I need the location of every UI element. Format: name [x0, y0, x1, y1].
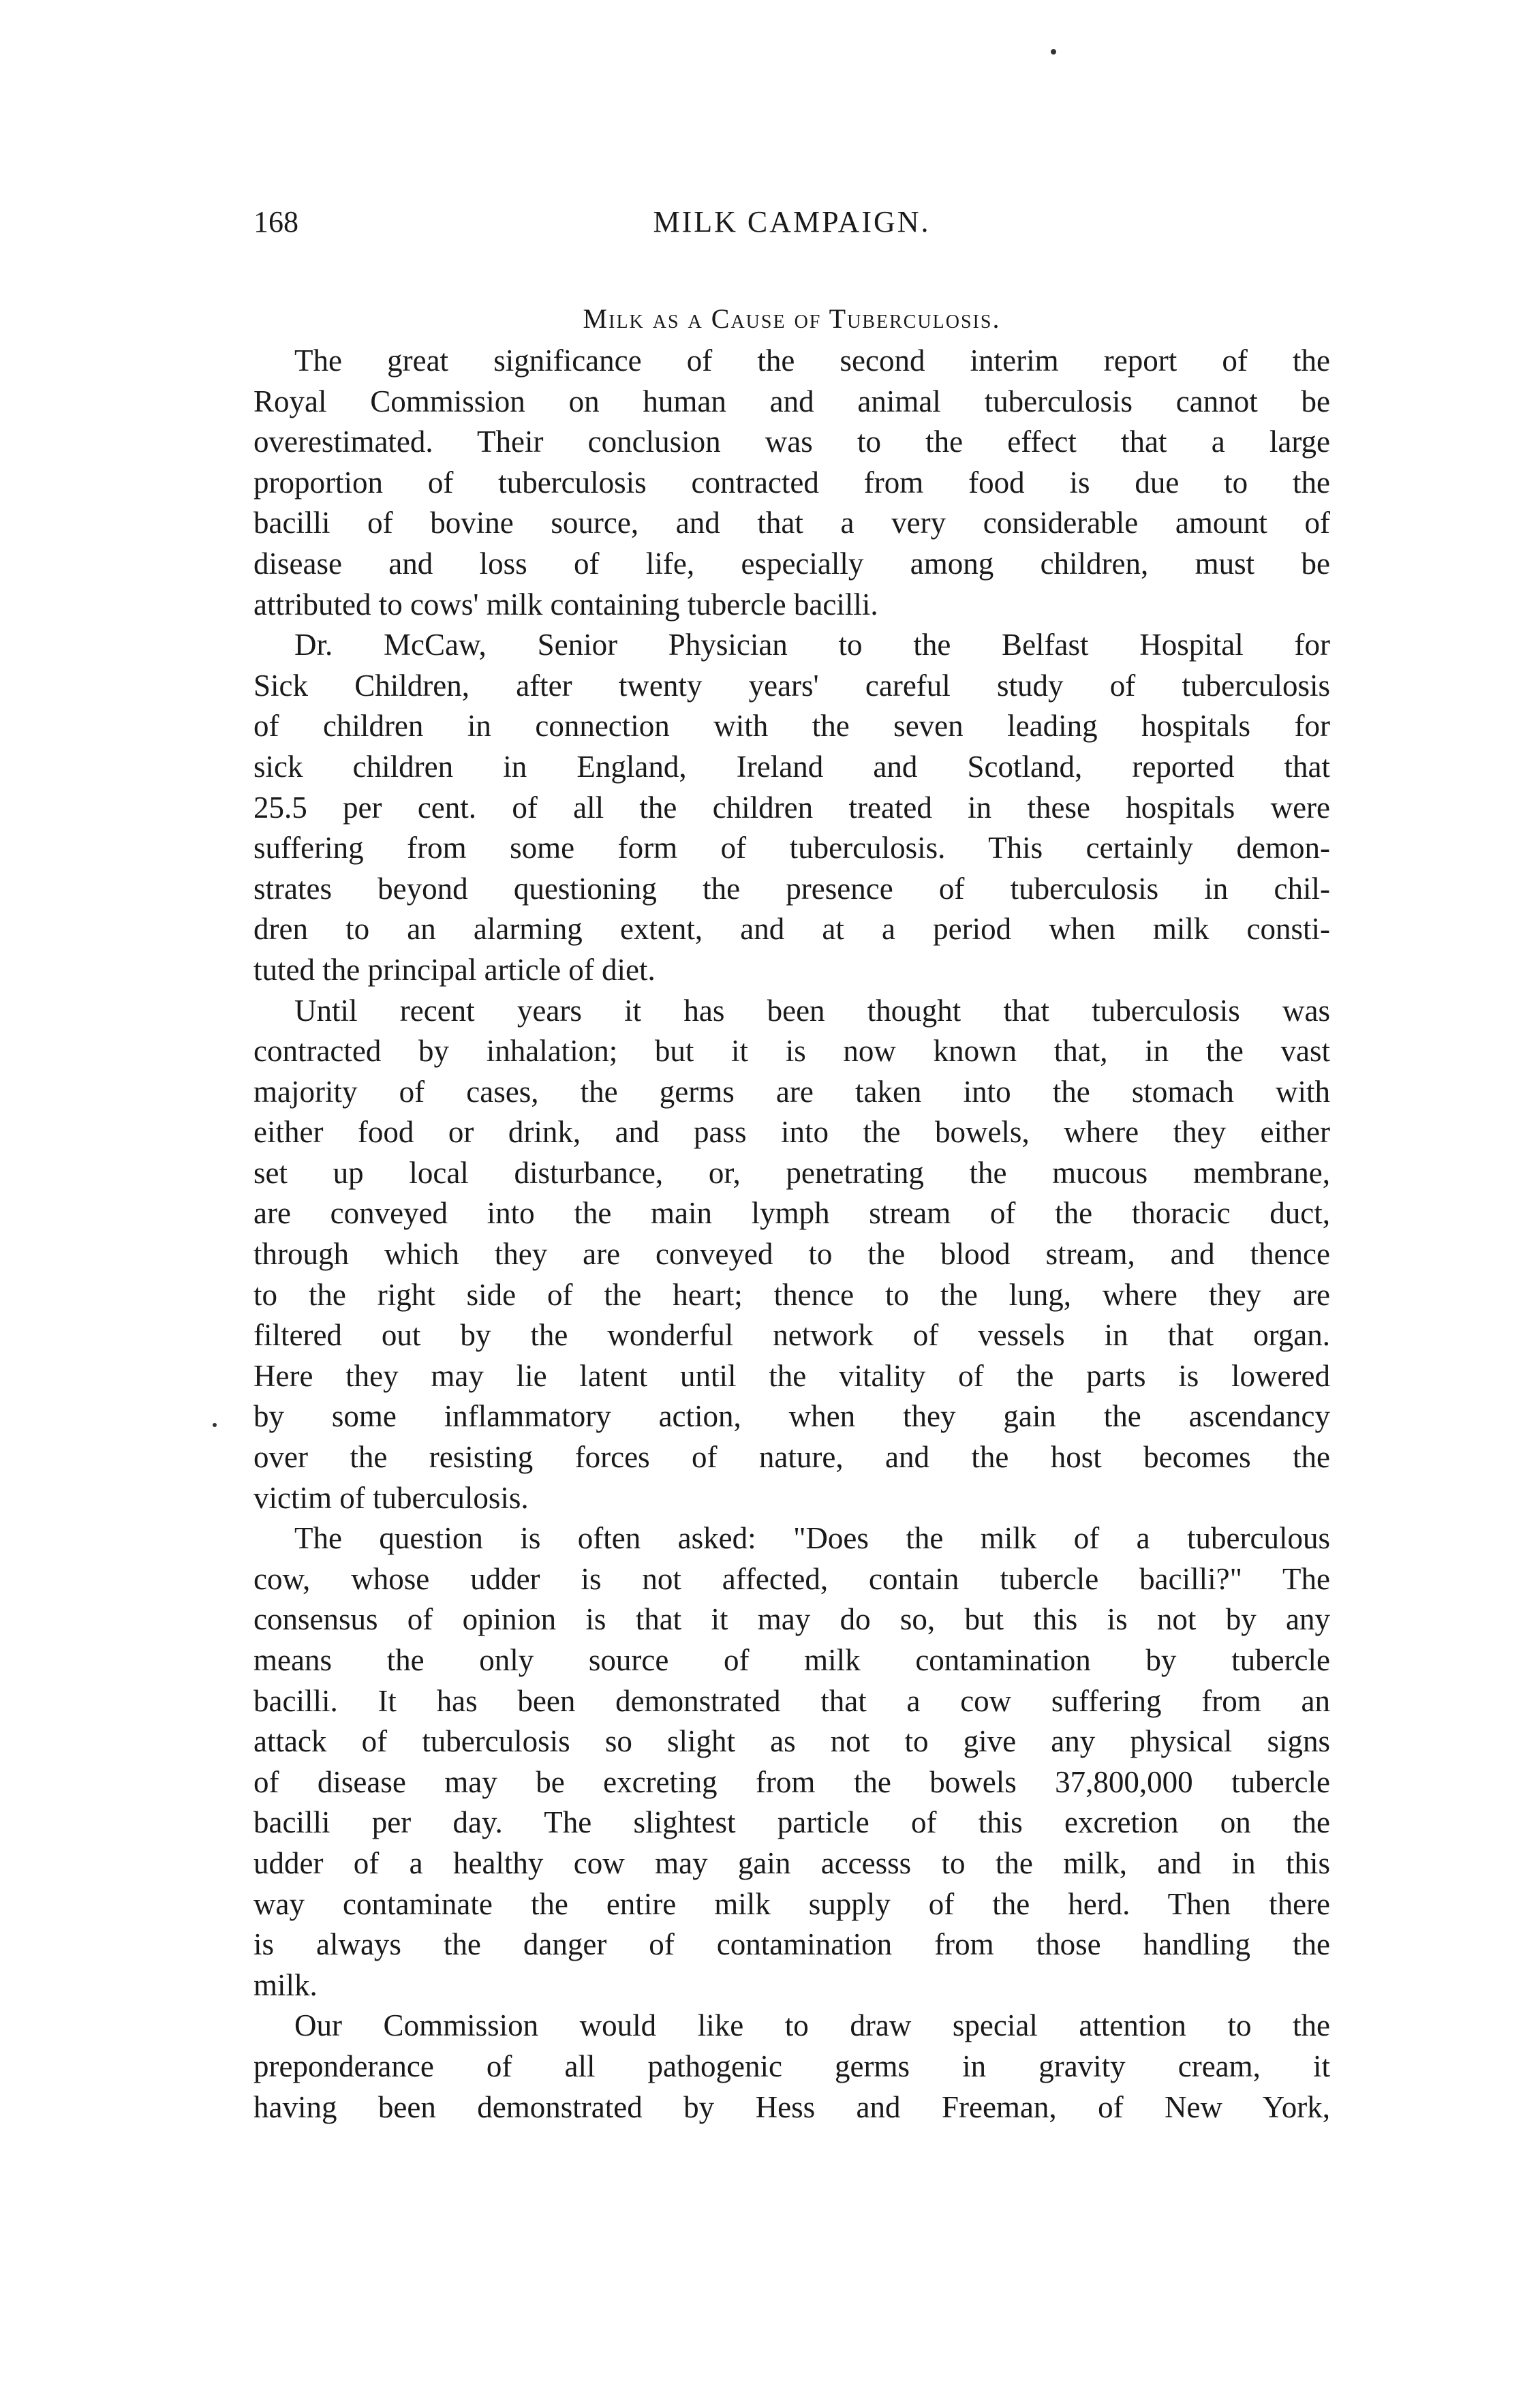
- text-line: through which they are conveyed to the blood stream, and thence: [253, 1237, 1330, 1272]
- paragraph: [253, 625, 1330, 990]
- text-line: tuted the principal article of diet.: [253, 952, 656, 987]
- text-line: cow, whose udder is not affected, contain tubercle bacilli?" The: [253, 1561, 1330, 1596]
- text-line: way contaminate the entire milk supply of the herd. Then there: [253, 1886, 1330, 1921]
- text-line: strates beyond questioning the presence of tuberculosis in chil-: [253, 871, 1330, 906]
- text-line: by some inflammatory action, when they gain the ascendancy: [253, 1399, 1330, 1434]
- text-line: of children in connection with the seven leading hospitals for: [253, 709, 1330, 743]
- text-line: bacilli of bovine source, and that a very considerable amount of: [253, 506, 1330, 540]
- text-line: Until recent years it has been thought that tuberculosis was: [294, 993, 1330, 1028]
- text-line: udder of a healthy cow may gain accesss to the milk, and in this: [253, 1845, 1330, 1880]
- text-line: The great significance of the second interim report of the: [294, 343, 1330, 378]
- running-head: [253, 202, 1330, 243]
- running-title: MILK CAMPAIGN.: [653, 205, 931, 239]
- text-line: attack of tuberculosis so slight as not to give any physical signs: [253, 1724, 1330, 1759]
- text-line: disease and loss of life, especially among children, must be: [253, 546, 1330, 581]
- text-line: milk.: [253, 1967, 318, 2002]
- text-line: to the right side of the heart; thence to the lung, where they are: [253, 1277, 1330, 1312]
- text-line: The question is often asked: "Does the milk of a tuberculous: [294, 1521, 1330, 1556]
- text-line: 25.5 per cent. of all the children treated in these hospitals were: [253, 790, 1330, 825]
- text-line: dren to an alarming extent, and at a period when milk consti-: [253, 912, 1330, 947]
- text-line: Here they may lie latent until the vitality of the parts is lowered: [253, 1358, 1330, 1393]
- text-line: having been demonstrated by Hess and Freeman, of New York,: [253, 2089, 1330, 2124]
- text-line: sick children in England, Ireland and Scotland, reported that: [253, 749, 1330, 784]
- section-heading: Milk as a Cause of Tuberculosis.: [583, 303, 1001, 334]
- text-line: Royal Commission on human and animal tuberculosis cannot be: [253, 384, 1330, 418]
- text-line: Sick Children, after twenty years' careful study of tuberculosis: [253, 668, 1330, 703]
- paragraph: [253, 2006, 1330, 2128]
- text-line: set up local disturbance, or, penetrating the mucous membrane,: [253, 1155, 1330, 1190]
- text-line: filtered out by the wonderful network of vessels in that organ.: [253, 1318, 1330, 1353]
- page-number: 168: [253, 205, 298, 239]
- text-line: over the resisting forces of nature, and the host becomes the: [253, 1440, 1330, 1475]
- paragraph: [253, 341, 1330, 625]
- text-line: suffering from some form of tuberculosis. This certainly demon-: [253, 831, 1330, 865]
- ink-speck: [213, 1423, 217, 1427]
- text-line: are conveyed into the main lymph stream of the thoracic duct,: [253, 1196, 1330, 1231]
- text-line: proportion of tuberculosis contracted from food is due to the: [253, 465, 1330, 500]
- text-line: is always the danger of contamination from those handling the: [253, 1927, 1330, 1962]
- body-text: [253, 341, 1330, 2128]
- text-line: bacilli per day. The slightest particle of this excretion on the: [253, 1805, 1330, 1840]
- text-line: consensus of opinion is that it may do so, but this is not by any: [253, 1602, 1330, 1637]
- text-line: contracted by inhalation; but it is now known that, in the vast: [253, 1034, 1330, 1069]
- text-line: overestimated. Their conclusion was to the effect that a large: [253, 425, 1330, 459]
- text-line: Our Commission would like to draw special attention to the: [294, 2008, 1330, 2043]
- text-line: either food or drink, and pass into the bowels, where they either: [253, 1115, 1330, 1150]
- text-line: victim of tuberculosis.: [253, 1480, 529, 1515]
- paragraph: [253, 1518, 1330, 2006]
- text-line: attributed to cows' milk containing tubercle bacilli.: [253, 587, 878, 622]
- text-line: majority of cases, the germs are taken into the stomach with: [253, 1074, 1330, 1109]
- text-line: preponderance of all pathogenic germs in gravity cream, it: [253, 2049, 1330, 2083]
- paragraph: [253, 991, 1330, 1519]
- text-line: means the only source of milk contamination by tubercle: [253, 1643, 1330, 1677]
- text-line: of disease may be excreting from the bowels 37,800,000 tubercle: [253, 1764, 1330, 1799]
- text-line: bacilli. It has been demonstrated that a cow suffering from an: [253, 1683, 1330, 1718]
- text-line: Dr. McCaw, Senior Physician to the Belfast Hospital for: [294, 628, 1330, 662]
- ink-speck: [1051, 49, 1056, 55]
